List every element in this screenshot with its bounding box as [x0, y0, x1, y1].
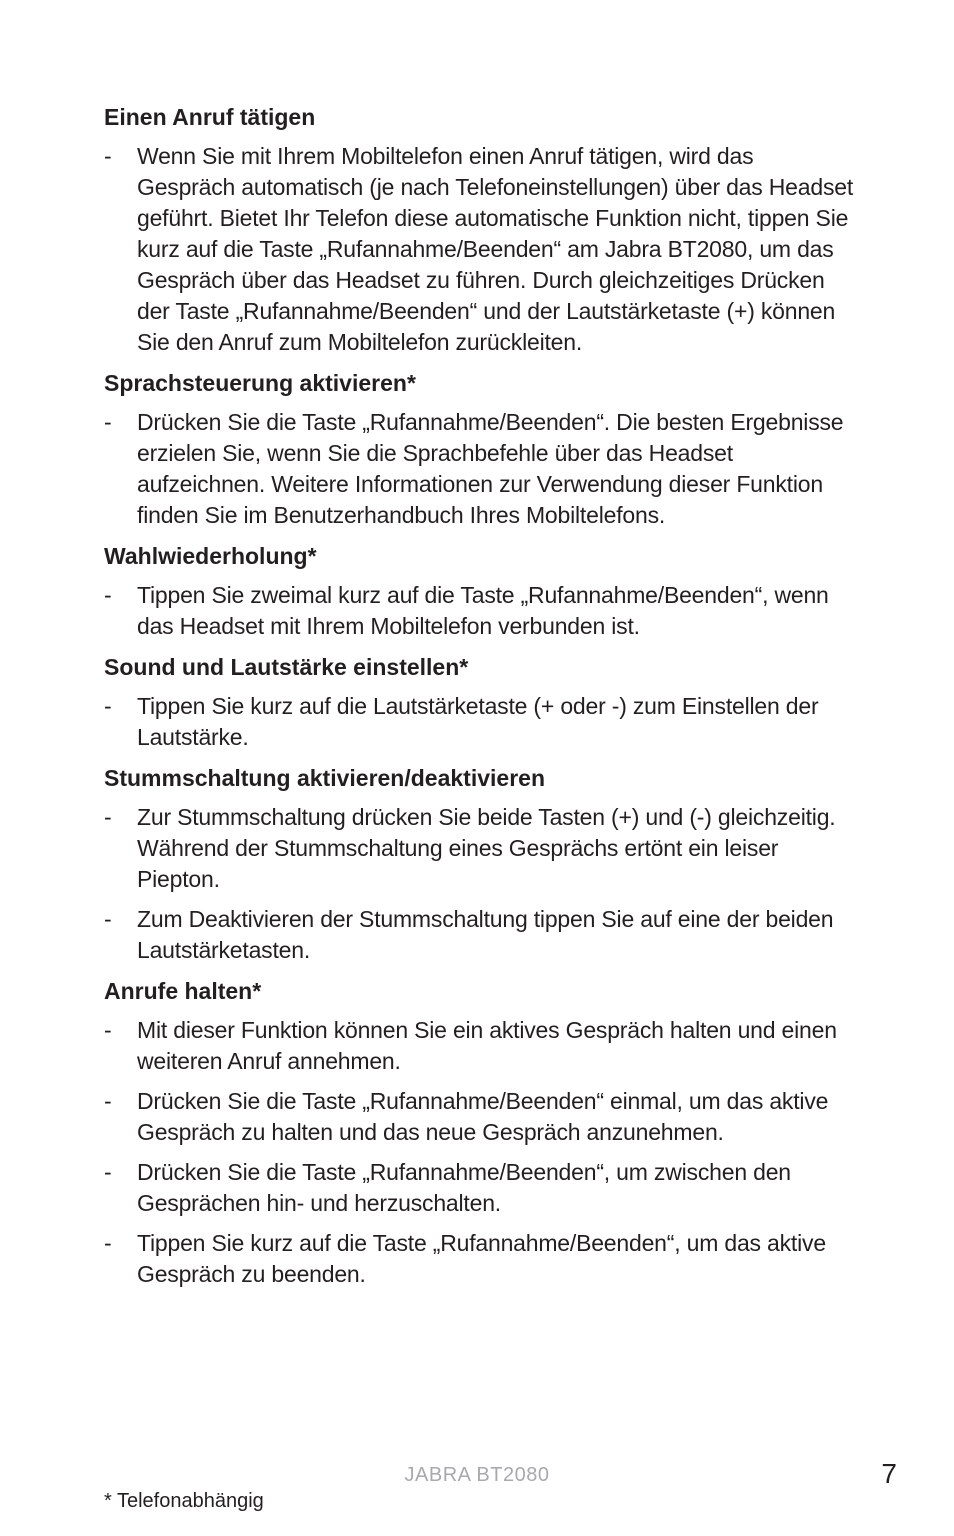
section-heading: Wahlwiederholung* — [104, 543, 317, 569]
bullet-dash: - — [104, 906, 112, 932]
bullet-dash: - — [104, 693, 112, 719]
list-item — [104, 407, 856, 531]
list-item-text: Zur Stummschaltung drücken Sie beide Tasten (+) und (-) gleichzeitig. Während der Stummschaltung eines Gesprächs ertönt ein leiser Piepton. — [137, 804, 836, 892]
bullet-dash: - — [104, 804, 112, 830]
section-wahlwiederholung — [104, 541, 856, 642]
section-einen-anruf-taetigen — [104, 102, 856, 358]
bullet-dash: - — [104, 143, 112, 169]
document-body — [104, 102, 856, 1300]
list-item — [104, 1086, 856, 1148]
list-item-text: Tippen Sie kurz auf die Taste „Rufannahme/Beenden“, um das aktive Gespräch zu beenden. — [137, 1230, 826, 1287]
bullet-dash: - — [104, 1230, 112, 1256]
bullet-dash: - — [104, 582, 112, 608]
bullet-dash: - — [104, 1017, 112, 1043]
list-item-text: Wenn Sie mit Ihrem Mobiltelefon einen Anruf tätigen, wird das Gespräch automatisch (je nach Telefoneinstellungen) über das Headset geführt. Bietet Ihr Telefon diese automatische Funktion nicht, tippen Sie kurz auf die Taste „Rufannahme/Beenden“ am Jabra BT2080, um das Gespräch über das Headset zu führen. Durch gleichzeitiges Drücken der Taste „Rufannahme/Beenden“ und der Lautstärketaste (+) können Sie den Anruf zum Mobiltelefon zurückleiten. — [137, 143, 854, 355]
section-heading: Sprachsteuerung aktivieren* — [104, 370, 416, 396]
section-sprachsteuerung — [104, 368, 856, 531]
footnote: * Telefonabhängig — [104, 1490, 264, 1512]
bullet-dash: - — [104, 1159, 112, 1185]
list-item-text: Drücken Sie die Taste „Rufannahme/Beenden“. Die besten Ergebnisse erzielen Sie, wenn Sie die Sprachbefehle über das Headset aufzeichnen. Weitere Informationen zur Verwendung dieser Funktion finden Sie im Benutzerhandbuch Ihres Mobiltelefons. — [137, 409, 844, 528]
list-item — [104, 141, 856, 358]
list-item — [104, 1228, 856, 1290]
list-item — [104, 691, 856, 753]
list-item — [104, 1015, 856, 1077]
section-anrufe-halten — [104, 976, 856, 1290]
list-item — [104, 904, 856, 966]
footer-brand: JABRA BT2080 — [404, 1464, 550, 1486]
list-item-text: Drücken Sie die Taste „Rufannahme/Beenden“ einmal, um das aktive Gespräch zu halten und das neue Gespräch anzunehmen. — [137, 1088, 829, 1145]
section-heading: Sound und Lautstärke einstellen* — [104, 654, 469, 680]
list-item — [104, 802, 856, 895]
list-item — [104, 1157, 856, 1219]
list-item — [104, 580, 856, 642]
list-item-text: Tippen Sie zweimal kurz auf die Taste „Rufannahme/Beenden“, wenn das Headset mit Ihrem Mobiltelefon verbunden ist. — [137, 582, 829, 639]
list-item-text: Zum Deaktivieren der Stummschaltung tippen Sie auf eine der beiden Lautstärketasten. — [137, 906, 834, 963]
section-sound-lautstaerke — [104, 652, 856, 753]
bullet-dash: - — [104, 1088, 112, 1114]
list-item-text: Mit dieser Funktion können Sie ein aktives Gespräch halten und einen weiteren Anruf annehmen. — [137, 1017, 837, 1074]
section-heading: Einen Anruf tätigen — [104, 104, 316, 130]
list-item-text: Tippen Sie kurz auf die Lautstärketaste (+ oder -) zum Einstellen der Lautstärke. — [137, 693, 819, 750]
section-heading: Stummschaltung aktivieren/deaktivieren — [104, 765, 545, 791]
bullet-dash: - — [104, 409, 112, 435]
section-stummschaltung — [104, 763, 856, 966]
page-number: 7 — [881, 1458, 897, 1489]
section-heading: Anrufe halten* — [104, 978, 262, 1004]
list-item-text: Drücken Sie die Taste „Rufannahme/Beenden“, um zwischen den Gesprächen hin- und herzuschalten. — [137, 1159, 791, 1216]
